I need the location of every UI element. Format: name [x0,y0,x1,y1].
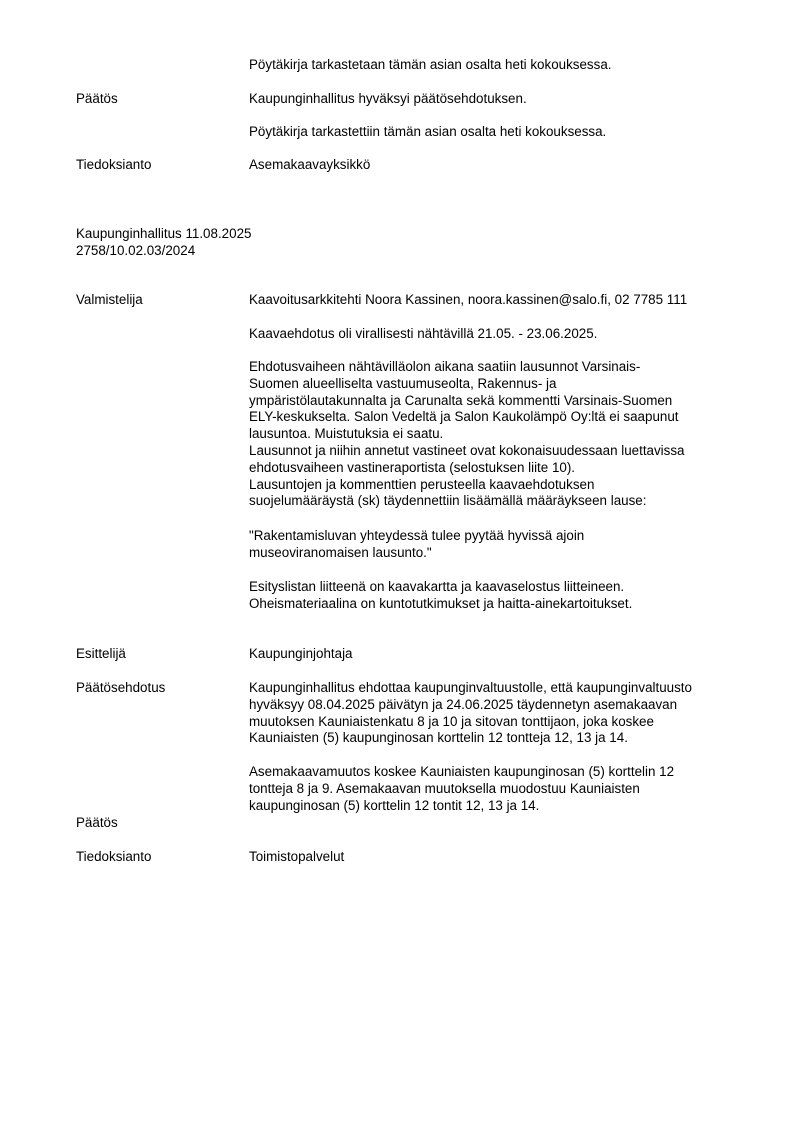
paragraph-line: suojelumääräystä (sk) täydennettiin lisäämällä määräykseen lause: [249,493,647,509]
quote-line: museoviranomaisen lausunto." [249,544,432,560]
attachment-line: Oheismateriaalina on kuntotutkimukset ja haitta-ainekartoitukset. [249,595,633,611]
amendment-line: Asemakaavamuutos koskee Kauniaisten kaupunginosan (5) korttelin 12 [249,764,675,779]
proposal-line: Kauniaisten (5) kaupunginosan korttelin 12 tontteja 12, 13 ja 14. [249,730,628,746]
paragraph-line: ELY-keskukselta. Salon Vedeltä ja Salon Kaukolämpö Oy:ltä ei saapunut [249,409,679,425]
attachments-paragraph [249,579,749,613]
paragraph-line: Lausuntojen ja kommenttien perusteella kaavaehdotuksen [249,476,595,492]
paragraph-line: ympäristölautakunnalta ja Carunalta sekä kommentti Varsinais-Suomen [249,392,673,408]
amendment-line: kaupunginosan (5) korttelin 12 tontit 12, 13 ja 14. [249,797,540,813]
paragraph-line: Lausunnot ja niihin annetut vastineet ovat kokonaisuudessaan luettavissa [249,442,685,458]
paragraph-line: lausuntoa. Muistutuksia ei saatu. [249,426,444,442]
quote-paragraph [249,528,749,562]
proposal-line: muutoksen Kauniaistenkatu 8 ja 10 ja sitovan tonttijaon, joka koskee [249,713,654,729]
protocol-checked-note: Pöytäkirja tarkastettiin tämän asian osalta heti kokouksessa. [249,124,607,139]
preparer-text: Kaavoitusarkkitehti Noora Kassinen, noora.kassinen@salo.fi, 02 7785 111 [249,292,688,307]
attachment-line: Esityslistan liitteenä on kaavakartta ja kaavaselostus liitteineen. [249,579,625,594]
presenter-text: Kaupunginjohtaja [249,646,353,661]
meeting-heading: Kaupunginhallitus 11.08.2025 [76,226,252,241]
protocol-check-note: Pöytäkirja tarkastetaan tämän asian osalta heti kokouksessa. [249,57,612,72]
record-number: 2758/10.02.03/2024 [76,243,196,258]
decision-text: Kaupunginhallitus hyväksyi päätösehdotuksen. [249,91,527,106]
proposal-paragraph [249,680,749,747]
notification-text-2: Toimistopalvelut [249,849,345,864]
public-display-note: Kaavaehdotus oli virallisesti nähtävillä 21.05. - 23.06.2025. [249,326,598,341]
paragraph-line: Ehdotusvaiheen nähtävilläolon aikana saatiin lausunnot Varsinais- [249,359,641,374]
notification-text: Asemakaavayksikkö [249,157,371,172]
amendment-paragraph [249,764,749,814]
paragraph-line: ehdotusvaiheen vastineraportista (selostuksen liite 10). [249,459,576,475]
paragraph-line: Suomen alueelliselta vastuumuseolta, Rakennus- ja [249,375,557,391]
statements-paragraph [249,359,749,510]
proposal-label: Päätösehdotus [76,680,166,695]
proposal-line: Kaupunginhallitus ehdottaa kaupunginvaltuustolle, että kaupunginvaltuusto [249,680,692,695]
presenter-label: Esittelijä [76,646,126,661]
proposal-line: hyväksyy 08.04.2025 päivätyn ja 24.06.2025 täydennetyn asemakaavan [249,696,678,712]
notification-label-2: Tiedoksianto [76,849,152,864]
decision-label: Päätös [76,91,118,106]
preparer-label: Valmistelija [76,292,143,307]
quote-line: "Rakentamisluvan yhteydessä tulee pyytää hyvissä ajoin [249,528,585,543]
notification-label: Tiedoksianto [76,157,152,172]
amendment-line: tontteja 8 ja 9. Asemakaavan muutoksella muodostuu Kauniaisten [249,780,640,796]
decision-label-2: Päätös [76,815,118,830]
